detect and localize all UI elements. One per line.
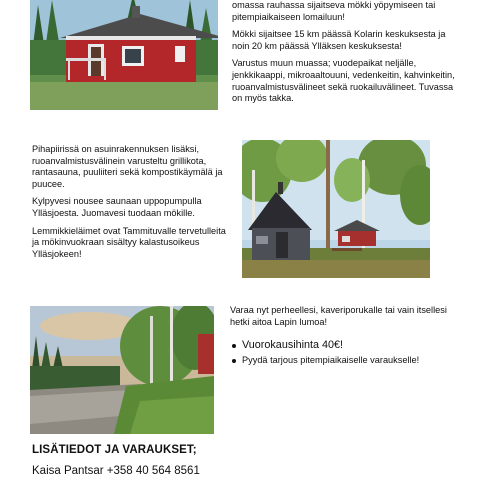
water-text: Kylpyvesi nousee saunaan uppopumpulla Ylläsjoesta. Juomavesi tuodaan mökille. — [32, 196, 202, 218]
pets-text: Lemmikkieläimet ovat Tammituvalle tervetulleita ja mökinvuokraan sisältyy kalastusoikeus Ylläsjokeen! — [32, 225, 226, 259]
section2-text — [32, 144, 232, 266]
intro-text: omassa rauhassa sijaitseva mökki yöpymiseen tai pitempiaikaiseen lomailuun! — [232, 0, 436, 22]
bullet-icon — [232, 344, 236, 348]
red-cabin-photo — [30, 0, 218, 110]
offer-text: Pyydä tarjous pitempiaikaiselle varaukselle! — [242, 355, 420, 366]
booking-text: Varaa nyt perheellesi, kaveriporukalle tai vain itsellesi hetki aitoa Lapin lumoa! — [230, 305, 447, 327]
equipment-text: Varustus muun muassa; vuodepaikat neljälle, jenkkikaappi, mikroaaltouuni, vedenkeitin, kahvinkeitin, ruoanvalmistusvälineet sekä ruokailuvälineet. Tuvassa on myös takka. — [232, 58, 455, 104]
list-item — [230, 355, 460, 367]
location-text: Mökki sijaitsee 15 km päässä Kolarin keskuksesta ja noin 20 km päässä Ylläksen keskuksesta! — [232, 29, 446, 51]
price-list — [230, 339, 460, 367]
bullet-icon — [232, 359, 236, 363]
list-item — [230, 339, 460, 352]
contact-text: Kaisa Pantsar +358 40 564 8561 — [32, 465, 200, 477]
section1-text — [232, 0, 462, 111]
section3-text — [230, 305, 460, 370]
price-text: Vuorokausihinta 40€! — [242, 339, 344, 352]
river-forest-photo — [30, 306, 214, 434]
sauna-cabin-photo — [242, 140, 430, 278]
yard-text: Pihapiirissä on asuinrakennuksen lisäksi, ruoanvalmistusvälinein varusteltu grillikota, rantasauna, puuliiteri sekä kompostikäymälä ja puucee. — [32, 144, 223, 189]
info-heading: LISÄTIEDOT JA VARAUKSET; — [32, 444, 197, 456]
